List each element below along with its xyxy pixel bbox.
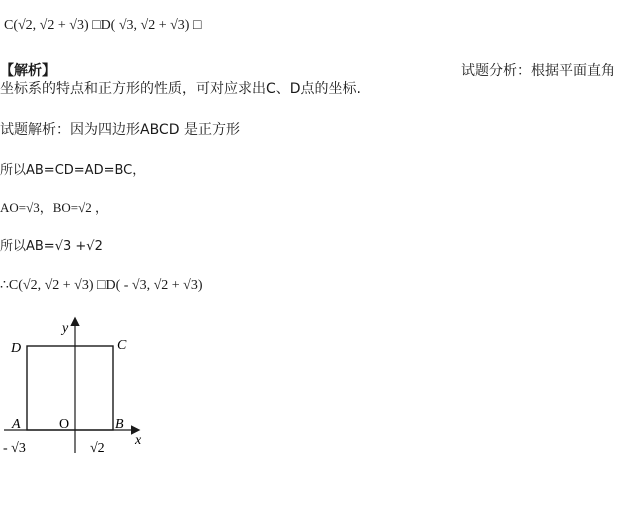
label-neg-sqrt3: - √3 xyxy=(3,441,26,456)
square-figure xyxy=(0,315,160,460)
solution-step-2: AO=√3，BO=√2 ， xyxy=(0,200,109,215)
label-o: O xyxy=(59,417,70,432)
label-sqrt2: √2 xyxy=(90,441,105,456)
solution-step-4: ∴C(√2, √2 + √3) □D( - √3, √2 + √3) xyxy=(0,278,203,293)
label-x: x xyxy=(135,433,142,448)
analysis-right-text: 试题分析：根据平面直角 xyxy=(461,63,615,79)
label-c: C xyxy=(117,338,127,353)
label-b: B xyxy=(115,417,124,432)
solution-intro: 试题解析：因为四边形ABCD 是正方形 xyxy=(0,122,240,138)
answer-line: C(√2, √2 + √3) □D( √3, √2 + √3) □ xyxy=(4,18,202,33)
analysis-tag: 【解析】 xyxy=(0,63,56,79)
label-y: y xyxy=(62,321,69,336)
solution-step-1: 所以AB=CD=AD=BC， xyxy=(0,163,146,178)
label-a: A xyxy=(12,417,21,432)
analysis-continuation: 坐标系的特点和正方形的性质，可对应求出C、D点的坐标. xyxy=(0,81,362,97)
solution-step-3: 所以AB=√3 +√2 xyxy=(0,239,103,254)
square-abcd xyxy=(27,346,113,430)
label-d: D xyxy=(11,341,22,356)
